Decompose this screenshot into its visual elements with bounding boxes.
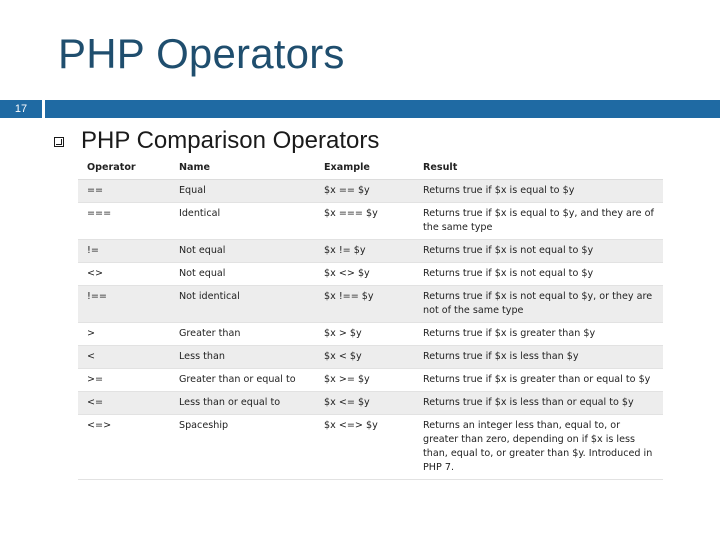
cell-result: Returns true if $x is not equal to $y, or they are not of the same type [414,286,663,323]
cell-example: $x == $y [315,180,414,203]
checkbox-bullet-icon [54,137,64,147]
cell-name: Greater than [170,323,315,346]
title-accent-bar [45,100,720,118]
cell-example: $x === $y [315,203,414,240]
cell-operator: <=> [78,415,170,480]
cell-example: $x <=> $y [315,415,414,480]
header-result: Result [414,154,663,180]
cell-operator: > [78,323,170,346]
cell-example: $x <= $y [315,392,414,415]
table-row [78,323,663,346]
cell-example: $x != $y [315,240,414,263]
table-row [78,346,663,369]
cell-name: Less than or equal to [170,392,315,415]
cell-name: Not equal [170,240,315,263]
cell-example: $x < $y [315,346,414,369]
cell-result: Returns true if $x is less than $y [414,346,663,369]
cell-result: Returns true if $x is not equal to $y [414,240,663,263]
table-row [78,369,663,392]
cell-name: Not identical [170,286,315,323]
cell-operator: <= [78,392,170,415]
table-row [78,180,663,203]
table-header-row [78,154,663,180]
cell-operator: != [78,240,170,263]
cell-name: Greater than or equal to [170,369,315,392]
cell-operator: !== [78,286,170,323]
table-row [78,263,663,286]
cell-result: Returns true if $x is less than or equal to $y [414,392,663,415]
cell-result: Returns true if $x is equal to $y [414,180,663,203]
cell-name: Spaceship [170,415,315,480]
cell-name: Less than [170,346,315,369]
cell-example: $x !== $y [315,286,414,323]
cell-example: $x > $y [315,323,414,346]
cell-result: Returns an integer less than, equal to, or greater than zero, depending on if $x is less than, equal to, or greater than $y. Introduced in PHP 7. [414,415,663,480]
table-row [78,286,663,323]
cell-result: Returns true if $x is greater than or equal to $y [414,369,663,392]
cell-operator: === [78,203,170,240]
cell-example: $x <> $y [315,263,414,286]
cell-result: Returns true if $x is equal to $y, and they are of the same type [414,203,663,240]
cell-operator: >= [78,369,170,392]
cell-result: Returns true if $x is not equal to $y [414,263,663,286]
cell-name: Equal [170,180,315,203]
bullet-text: PHP Comparison Operators [81,127,380,154]
comparison-operators-table [78,154,663,480]
header-operator: Operator [78,154,170,180]
cell-result: Returns true if $x is greater than $y [414,323,663,346]
cell-name: Identical [170,203,315,240]
header-name: Name [170,154,315,180]
table-row [78,240,663,263]
table-row [78,392,663,415]
table-row [78,415,663,480]
cell-example: $x >= $y [315,369,414,392]
cell-operator: == [78,180,170,203]
cell-name: Not equal [170,263,315,286]
slide-title: PHP Operators [58,30,345,77]
slide-number: 17 [0,100,42,118]
cell-operator: < [78,346,170,369]
table-row [78,203,663,240]
cell-operator: <> [78,263,170,286]
header-example: Example [315,154,414,180]
